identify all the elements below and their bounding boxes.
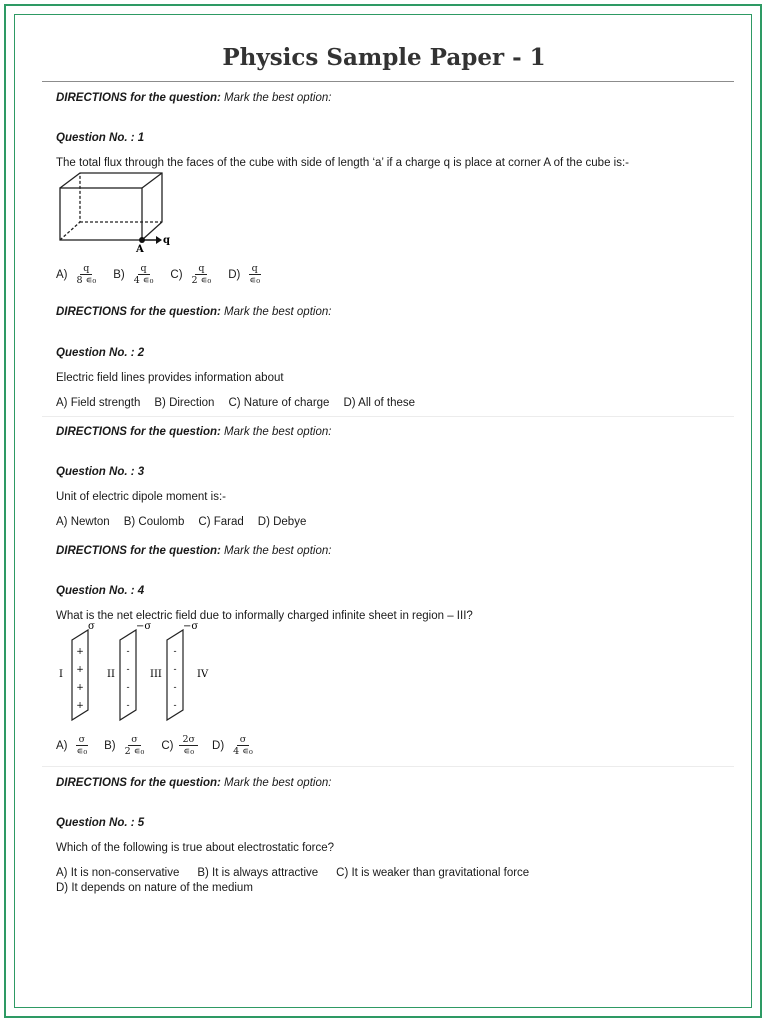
- region-label-4: IV: [197, 669, 209, 680]
- sheet-charge-label-2: −σ: [136, 621, 152, 632]
- region-label-1: I: [59, 669, 63, 680]
- question-number-4: Question No. : 4: [56, 585, 145, 597]
- sheet-2-sign: -: [126, 701, 130, 711]
- option-q2-a[interactable]: A) Field strength: [56, 397, 141, 409]
- sheet-1-sign: +: [76, 665, 84, 675]
- divider: [42, 416, 734, 417]
- option-q3-d[interactable]: D) Debye: [257, 516, 307, 528]
- option-q4-b[interactable]: B) $\frac{\sigma}{\text{2 ∊₀}}$: [104, 734, 145, 757]
- option-q4-c[interactable]: C) $\frac{2\sigma}{\text{∊₀}}$: [161, 734, 198, 757]
- divider: [42, 766, 734, 767]
- options-q2: [56, 397, 429, 409]
- cube-corner-label: A: [136, 244, 144, 255]
- sheet-3-sign: -: [173, 665, 177, 675]
- sheet-3-sign: -: [173, 647, 177, 657]
- options-q5-row2: [56, 882, 267, 894]
- region-label-2: II: [107, 669, 115, 680]
- directions-q5: DIRECTIONS for the question: Mark the best option:: [56, 777, 332, 789]
- directions-q4: DIRECTIONS for the question: Mark the best option:: [56, 545, 332, 557]
- question-number-1: Question No. : 1: [56, 132, 145, 144]
- option-q3-b[interactable]: B) Coulomb: [123, 516, 185, 528]
- option-q5-d[interactable]: D) It depends on nature of the medium: [56, 882, 253, 894]
- sheet-3-sign: -: [173, 683, 177, 693]
- sheet-charge-label-3: −σ: [183, 621, 199, 632]
- question-text-2: Electric field lines provides information about: [56, 372, 284, 384]
- question-number-5: Question No. : 5: [56, 817, 145, 829]
- question-text-3: Unit of electric dipole moment is:-: [56, 491, 227, 503]
- option-q2-c[interactable]: C) Nature of charge: [228, 397, 330, 409]
- cube-charge-label: q: [163, 235, 170, 246]
- option-q4-a[interactable]: A) $\frac{\sigma}{\text{∊₀}}$: [56, 734, 88, 757]
- page-title: Physics Sample Paper - 1: [222, 44, 546, 71]
- option-q5-b[interactable]: B) It is always attractive: [197, 867, 319, 879]
- option-q1-b[interactable]: B) $\frac{q}{\text{4 ∊₀}}$: [113, 263, 154, 286]
- sheet-2-sign: -: [126, 683, 130, 693]
- option-q4-d[interactable]: D) $\frac{\sigma}{\text{4 ∊₀}}$: [212, 734, 253, 757]
- option-q3-c[interactable]: C) Farad: [198, 516, 244, 528]
- question-text-1: The total flux through the faces of the cube with side of length ‘a’ if a charge q is place at corner A of the cube is:-: [56, 157, 629, 169]
- option-q1-d[interactable]: D) $\frac{q}{\text{∊₀}}$: [228, 263, 261, 286]
- option-q1-c[interactable]: C) $\frac{q}{\text{2 ∊₀}}$: [170, 263, 212, 286]
- sheet-1-sign: +: [76, 683, 84, 693]
- charged-sheets-figure: [56, 620, 226, 725]
- options-q5-row1: [56, 867, 543, 879]
- sheet-2-sign: -: [126, 647, 130, 657]
- sheet-charge-label-1: σ: [88, 621, 95, 632]
- sheet-3-sign: -: [173, 701, 177, 711]
- cube-figure: [56, 170, 176, 255]
- option-q3-a[interactable]: A) Newton: [56, 516, 110, 528]
- sheet-2-sign: -: [126, 665, 130, 675]
- option-q5-c[interactable]: C) It is weaker than gravitational force: [336, 867, 530, 879]
- option-q2-d[interactable]: D) All of these: [343, 397, 416, 409]
- option-q2-b[interactable]: B) Direction: [154, 397, 215, 409]
- question-text-5: Which of the following is true about electrostatic force?: [56, 842, 335, 854]
- question-number-2: Question No. : 2: [56, 347, 145, 359]
- directions-q3: DIRECTIONS for the question: Mark the best option:: [56, 426, 332, 438]
- directions-q2: DIRECTIONS for the question: Mark the best option:: [56, 306, 332, 318]
- option-q5-a[interactable]: A) It is non-conservative: [56, 867, 180, 879]
- region-label-3: III: [150, 669, 162, 680]
- option-q1-a[interactable]: A) $\frac{q}{\text{8 ∊₀}}$: [56, 263, 97, 286]
- directions-q1: DIRECTIONS for the question: Mark the best option:: [56, 92, 332, 104]
- question-number-3: Question No. : 3: [56, 466, 145, 478]
- title-divider: [42, 81, 734, 82]
- options-q3: [56, 516, 320, 528]
- sheet-1-sign: +: [76, 701, 84, 711]
- options-q1: [56, 263, 277, 286]
- question-text-4: What is the net electric field due to informally charged infinite sheet in region – III?: [56, 610, 473, 622]
- sheet-1-sign: +: [76, 647, 84, 657]
- options-q4: [56, 734, 270, 757]
